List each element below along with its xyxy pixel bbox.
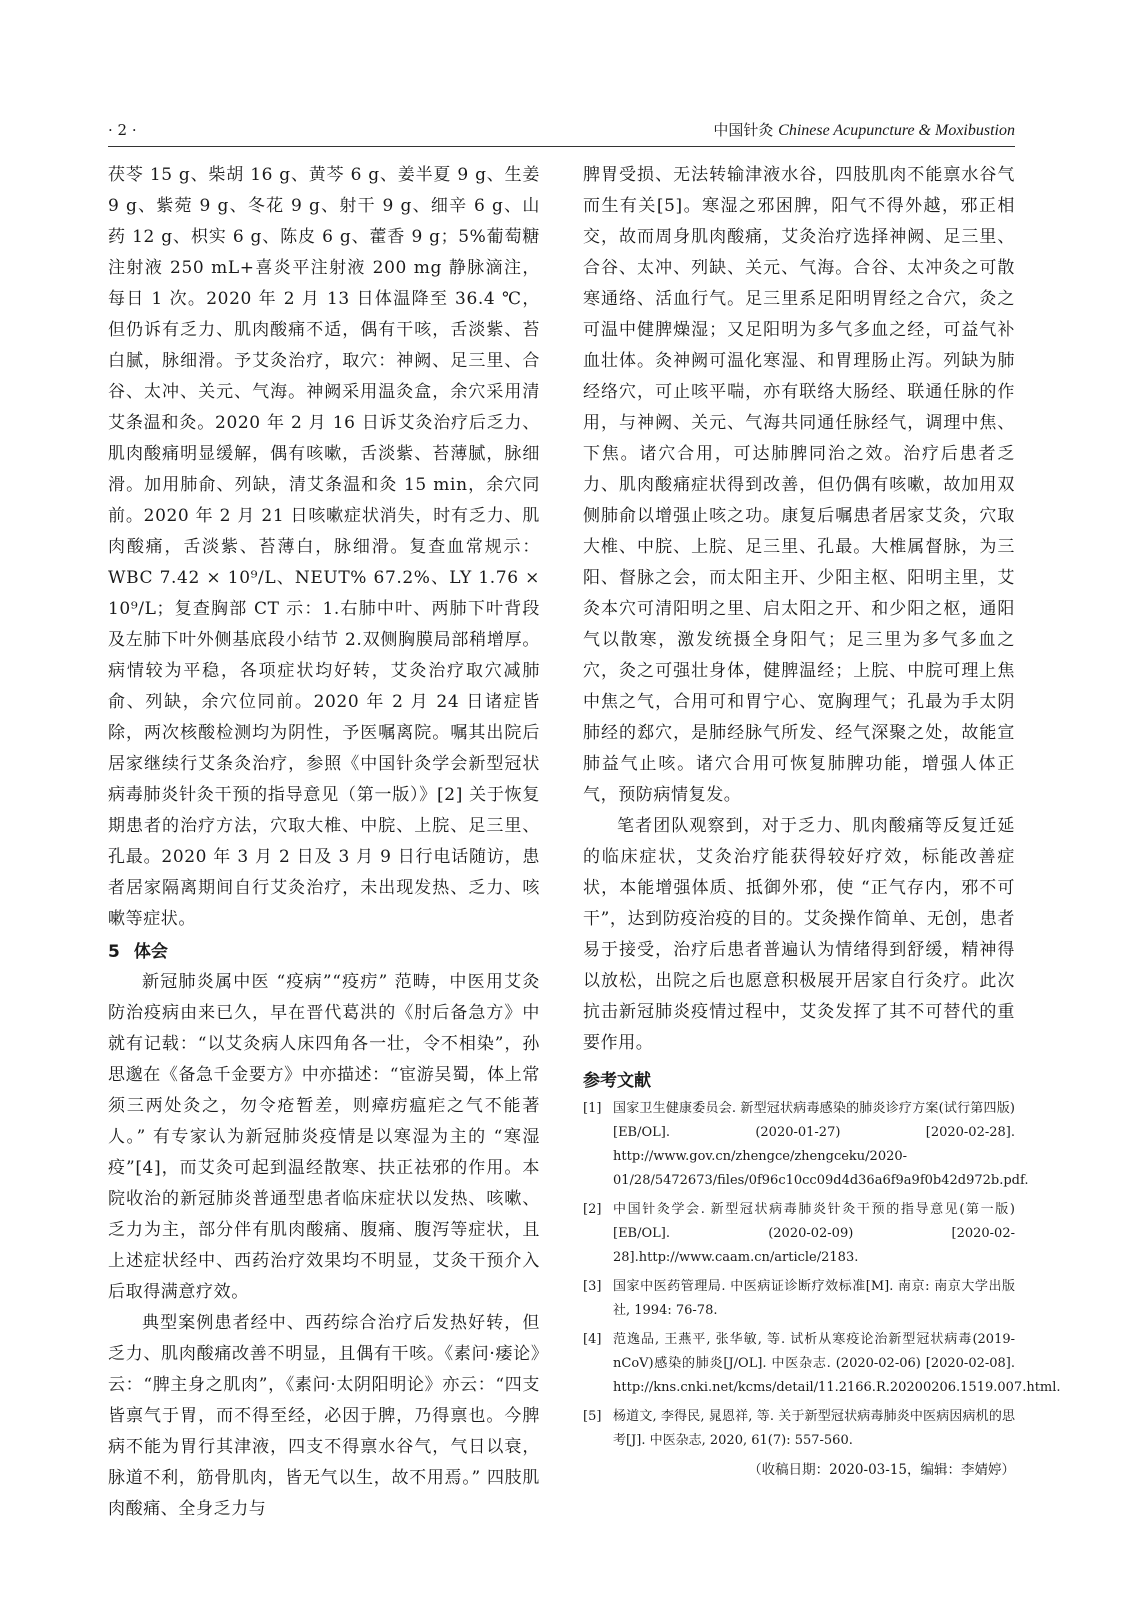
reference-number: [5] [583,1409,602,1424]
reference-item [583,1198,1015,1270]
reference-text: 范逸品, 王燕平, 张华敏, 等. 试析从寒疫论治新型冠状病毒(2019-nCoV)感染的肺炎[J/OL]. 中医杂志. (2020-02-06) [2020-02-08]. http://kns.cnki.net/kcms/detail/11.2166.R.20200206.1519.007.html. [613,1332,1061,1395]
reference-number: [1] [583,1101,602,1116]
reference-number: [3] [583,1279,602,1294]
discussion-paragraph-3: 脾胃受损、无法转输津液水谷，四肢肌肉不能禀水谷气而生有关[5]。寒湿之邪困脾，阳气不得外越，邪正相交，故而周身肌肉酸痛，艾灸治疗选择神阙、足三里、合谷、太冲、列缺、关元、气海。合谷、太冲灸之可散寒通络、活血行气。足三里系足阳明胃经之合穴，灸之可温中健脾燥湿；又足阳明为多气多血之经，可益气补血壮体。灸神阙可温化寒湿、和胃理肠止泻。列缺为肺经络穴，可止咳平喘，亦有联络大肠经、联通任脉的作用，与神阙、关元、气海共同通任脉经气，调理中焦、下焦。诸穴合用，可达肺脾同治之效。治疗后患者乏力、肌肉酸痛症状得到改善，但仍偶有咳嗽，故加用双侧肺俞以增强止咳之功。康复后嘱患者居家艾灸，穴取大椎、中脘、上脘、足三里、孔最。大椎属督脉，为三阳、督脉之会，而太阳主开、少阳主枢、阳明主里，艾灸本穴可清阳明之里、启太阳之开、和少阳之枢，通阳气以散寒，激发统摄全身阳气；足三里为多气多血之穴，灸之可强壮身体，健脾温经；上脘、中脘可理上焦中焦之气，合用可和胃宁心、宽胸理气；孔最为手太阴肺经的郄穴，是肺经脉气所发、经气深聚之处，故能宣肺益气止咳。诸穴合用可恢复肺脾功能，增强人体正气，预防病情复发。 [583,165,1015,805]
reference-number: [4] [583,1332,602,1347]
reference-item [583,1097,1029,1193]
section-heading [108,937,540,967]
right-column [583,160,1061,1482]
conclusion-paragraph: 笔者团队观察到，对于乏力、肌肉酸痛等反复迁延的临床症状，艾灸治疗能获得较好疗效，标能改善症状，本能增强体质、抵御外邪，使 “正气存内，邪不可干”，达到防疫治疫的目的。艾灸操作简单、无创，患者易于接受，治疗后患者普遍认为情绪得到舒缓，精神得以放松，出院之后也愿意积极展开居家自行灸疗。此次抗击新冠肺炎疫情过程中，艾灸发挥了其不可替代的重要作用。 [583,816,1015,1053]
section-title: 体会 [133,942,168,962]
reference-item [583,1405,1015,1453]
reference-item [583,1275,1015,1323]
reference-text: 国家卫生健康委员会. 新型冠状病毒感染的肺炎诊疗方案(试行第四版)[EB/OL]. (2020-01-27) [2020-02-28]. http://www.gov.cn/zhengce/zhengceku/2020-01/28/5472673/files/0f96c10cc09d4d36a6f9a9f0b42d972b.pdf. [613,1101,1029,1188]
journal-title-cn: 中国针灸 [713,121,774,139]
reference-list [583,1097,1061,1453]
journal-title-en: Chinese Acupuncture & Moxibustion [778,122,1015,139]
running-header [108,116,1015,146]
header-divider [108,146,1015,147]
references-heading: 参考文献 [583,1071,651,1091]
discussion-paragraph-2: 典型案例患者经中、西药综合治疗后发热好转，但乏力、肌肉酸痛改善不明显，且偶有干咳。《素问·痿论》云：“脾主身之肌肉”，《素问·太阴阳明论》亦云：“四支皆禀气于胃，而不得至经，必因于脾，乃得禀也。今脾病不能为胃行其津液，四支不得禀水谷气，气日以衰，脉道不利，筋骨肌肉，皆无气以生，故不用焉。” 四肢肌肉酸痛、全身乏力与 [108,1313,540,1519]
reference-number: [2] [583,1202,602,1217]
reference-text: 国家中医药管理局. 中医病证诊断疗效标准[M]. 南京: 南京大学出版社, 1994: 76-78. [613,1279,1015,1318]
left-column [108,160,540,1525]
case-paragraph: 茯苓 15 g、柴胡 16 g、黄芩 6 g、姜半夏 9 g、生姜 9 g、紫菀 9 g、冬花 9 g、射干 9 g、细辛 6 g、山药 12 g、枳实 6 g、陈皮 6 g、藿香 9 g；5%葡萄糖注射液 250 mL+喜炎平注射液 200 mg 静脉滴注，每日 1 次。2020 年 2 月 13 日体温降至 36.4 ℃，但仍诉有乏力、肌肉酸痛不适，偶有干咳，舌淡紫、苔白腻，脉细滑。予艾灸治疗，取穴：神阙、足三里、合谷、太冲、关元、气海。神阙采用温灸盒，余穴采用清艾条温和灸。2020 年 2 月 16 日诉艾灸治疗后乏力、肌肉酸痛明显缓解，偶有咳嗽，舌淡紫、苔薄腻，脉细滑。加用肺俞、列缺，清艾条温和灸 15 min，余穴同前。2020 年 2 月 21 日咳嗽症状消失，时有乏力、肌肉酸痛，舌淡紫、苔薄白，脉细滑。复查血常规示：WBC 7.42 × 10⁹/L、NEUT% 67.2%、LY 1.76 × 10⁹/L；复查胸部 CT 示：1.右肺中叶、两肺下叶背段及左肺下叶外侧基底段小结节 2.双侧胸膜局部稍增厚。病情较为平稳，各项症状均好转，艾灸治疗取穴减肺俞、列缺，余穴位同前。2020 年 2 月 24 日诸症皆除，两次核酸检测均为阴性，予医嘱离院。嘱其出院后居家继续行艾条灸治疗，参照《中国针灸学会新型冠状病毒肺炎针灸干预的指导意见（第一版）》[2] 关于恢复期患者的治疗方法，穴取大椎、中脘、上脘、足三里、孔最。2020 年 3 月 2 日及 3 月 9 日行电话随访，患者居家隔离期间自行艾灸治疗，未出现发热、乏力、咳嗽等症状。 [108,165,540,929]
reference-text: 中国针灸学会. 新型冠状病毒肺炎针灸干预的指导意见(第一版)[EB/OL]. (2020-02-09) [2020-02-28].http://www.caam.cn/article/2183. [613,1202,1015,1265]
reference-text: 杨道文, 李得民, 晁恩祥, 等. 关于新型冠状病毒肺炎中医病因病机的思考[J]. 中医杂志, 2020, 61(7): 557-560. [613,1409,1015,1448]
page-number: · 2 · [108,121,137,139]
reference-item [583,1328,1061,1400]
journal-title [713,116,1015,145]
discussion-paragraph: 新冠肺炎属中医 “疫病”“疫疠” 范畴，中医用艾灸防治疫病由来已久，早在晋代葛洪的《肘后备急方》中就有记载：“以艾灸病人床四角各一壮，令不相染”，孙思邈在《备急千金要方》中亦描述：“宦游吴蜀，体上常须三两处灸之，勿令疮暂差，则瘴疠瘟疟之气不能著人。” 有专家认为新冠肺炎疫情是以寒湿为主的 “寒湿疫”[4]，而艾灸可起到温经散寒、扶正祛邪的作用。本院收治的新冠肺炎普通型患者临床症状以发热、咳嗽、乏力为主，部分伴有肌肉酸痛、腹痛、腹泻等症状，且上述症状经中、西药治疗效果均不明显，艾灸干预介入后取得满意疗效。 [108,972,540,1302]
section-number: 5 [108,942,120,962]
received-date-note: （收稿日期：2020-03-15，编辑：李婧婷） [748,1462,1015,1478]
